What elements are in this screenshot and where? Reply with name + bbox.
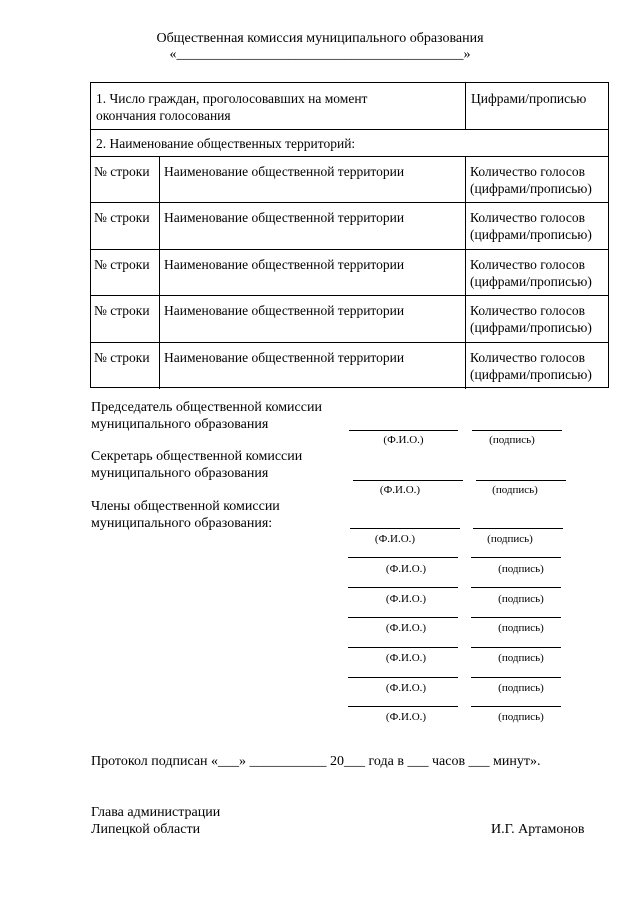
fio-line: [348, 706, 458, 707]
table-rule: [91, 342, 608, 343]
vote-count-cell: Количество голосов: [470, 350, 585, 365]
chairman-title: Председатель общественной комиссии: [91, 400, 322, 415]
signature-caption: (подпись): [498, 682, 544, 694]
signature-caption: (подпись): [492, 484, 538, 496]
signature-line: [471, 647, 561, 648]
table-rule: [465, 156, 466, 389]
fio-caption: (Ф.И.О.): [374, 533, 416, 545]
head-position: Липецкой области: [91, 822, 201, 837]
signature-line: [471, 557, 561, 558]
table-rule: [91, 129, 608, 130]
signature-caption: (подпись): [498, 622, 544, 634]
territory-name-cell: Наименование общественной территории: [164, 350, 405, 365]
voters-count-label: 1. Число граждан, проголосовавших на момент: [96, 91, 368, 106]
fio-caption: (Ф.И.О.): [385, 563, 427, 575]
municipality-name-line: «_________________________________________»: [169, 47, 471, 62]
territory-name-cell: Наименование общественной территории: [164, 164, 405, 179]
row-number-cell: № строки: [94, 303, 150, 318]
territories-heading: 2. Наименование общественных территорий:: [96, 136, 356, 151]
head-position: Глава администрации: [91, 805, 221, 820]
secretary-title: муниципального образования: [91, 466, 269, 481]
fio-caption: (Ф.И.О.): [385, 652, 427, 664]
signature-caption: (подпись): [487, 533, 533, 545]
fio-caption: (Ф.И.О.): [385, 622, 427, 634]
members-title: Члены общественной комиссии: [91, 499, 280, 514]
signature-line: [473, 528, 563, 529]
secretary-title: Секретарь общественной комиссии: [91, 449, 303, 464]
row-number-cell: № строки: [94, 210, 150, 225]
protocol-signed-line: Протокол подписан «___» ___________ 20___ года в ___ часов ___ минут».: [91, 754, 541, 769]
signature-line: [471, 706, 561, 707]
signature-caption: (подпись): [498, 593, 544, 605]
fio-caption: (Ф.И.О.): [385, 593, 427, 605]
fio-line: [350, 528, 460, 529]
signature-caption: (подпись): [498, 563, 544, 575]
vote-count-cell: (цифрами/прописью): [470, 274, 592, 289]
signature-line: [471, 677, 561, 678]
row-number-cell: № строки: [94, 257, 150, 272]
fio-line: [348, 587, 458, 588]
territory-name-cell: Наименование общественной территории: [164, 257, 405, 272]
territory-name-cell: Наименование общественной территории: [164, 210, 405, 225]
table-rule: [91, 156, 608, 157]
fio-caption: (Ф.И.О.): [379, 484, 421, 496]
commission-title: Общественная комиссия муниципального образования: [156, 31, 484, 46]
signature-line: [476, 480, 566, 481]
fio-caption: (Ф.И.О.): [385, 711, 427, 723]
row-number-cell: № строки: [94, 350, 150, 365]
vote-count-cell: Количество голосов: [470, 257, 585, 272]
fio-line: [348, 617, 458, 618]
vote-count-cell: (цифрами/прописью): [470, 181, 592, 196]
fio-line: [348, 557, 458, 558]
fio-line: [348, 647, 458, 648]
vote-count-cell: Количество голосов: [470, 164, 585, 179]
fio-line: [353, 480, 463, 481]
voting-results-table: [90, 82, 609, 388]
territory-name-cell: Наименование общественной территории: [164, 303, 405, 318]
head-name: И.Г. Артамонов: [491, 822, 585, 837]
signature-caption: (подпись): [498, 652, 544, 664]
table-rule: [91, 295, 608, 296]
vote-count-cell: Количество голосов: [470, 303, 585, 318]
members-title: муниципального образования:: [91, 516, 273, 531]
voters-count-label: окончания голосования: [96, 108, 231, 123]
signature-line: [471, 617, 561, 618]
table-rule: [91, 202, 608, 203]
signature-line: [471, 587, 561, 588]
vote-count-cell: Количество голосов: [470, 210, 585, 225]
signature-line: [472, 430, 562, 431]
fio-caption: (Ф.И.О.): [383, 434, 424, 446]
vote-count-cell: (цифрами/прописью): [470, 227, 592, 242]
table-rule: [465, 83, 466, 129]
fio-line: [349, 430, 458, 431]
fio-line: [348, 677, 458, 678]
signature-caption: (подпись): [489, 434, 535, 446]
signature-caption: (подпись): [498, 711, 544, 723]
row-number-cell: № строки: [94, 164, 150, 179]
chairman-title: муниципального образования: [91, 417, 269, 432]
vote-count-cell: (цифрами/прописью): [470, 320, 592, 335]
fio-caption: (Ф.И.О.): [385, 682, 427, 694]
table-rule: [91, 249, 608, 250]
table-rule: [159, 156, 160, 389]
voters-count-value: Цифрами/прописью: [471, 91, 587, 106]
vote-count-cell: (цифрами/прописью): [470, 367, 592, 382]
